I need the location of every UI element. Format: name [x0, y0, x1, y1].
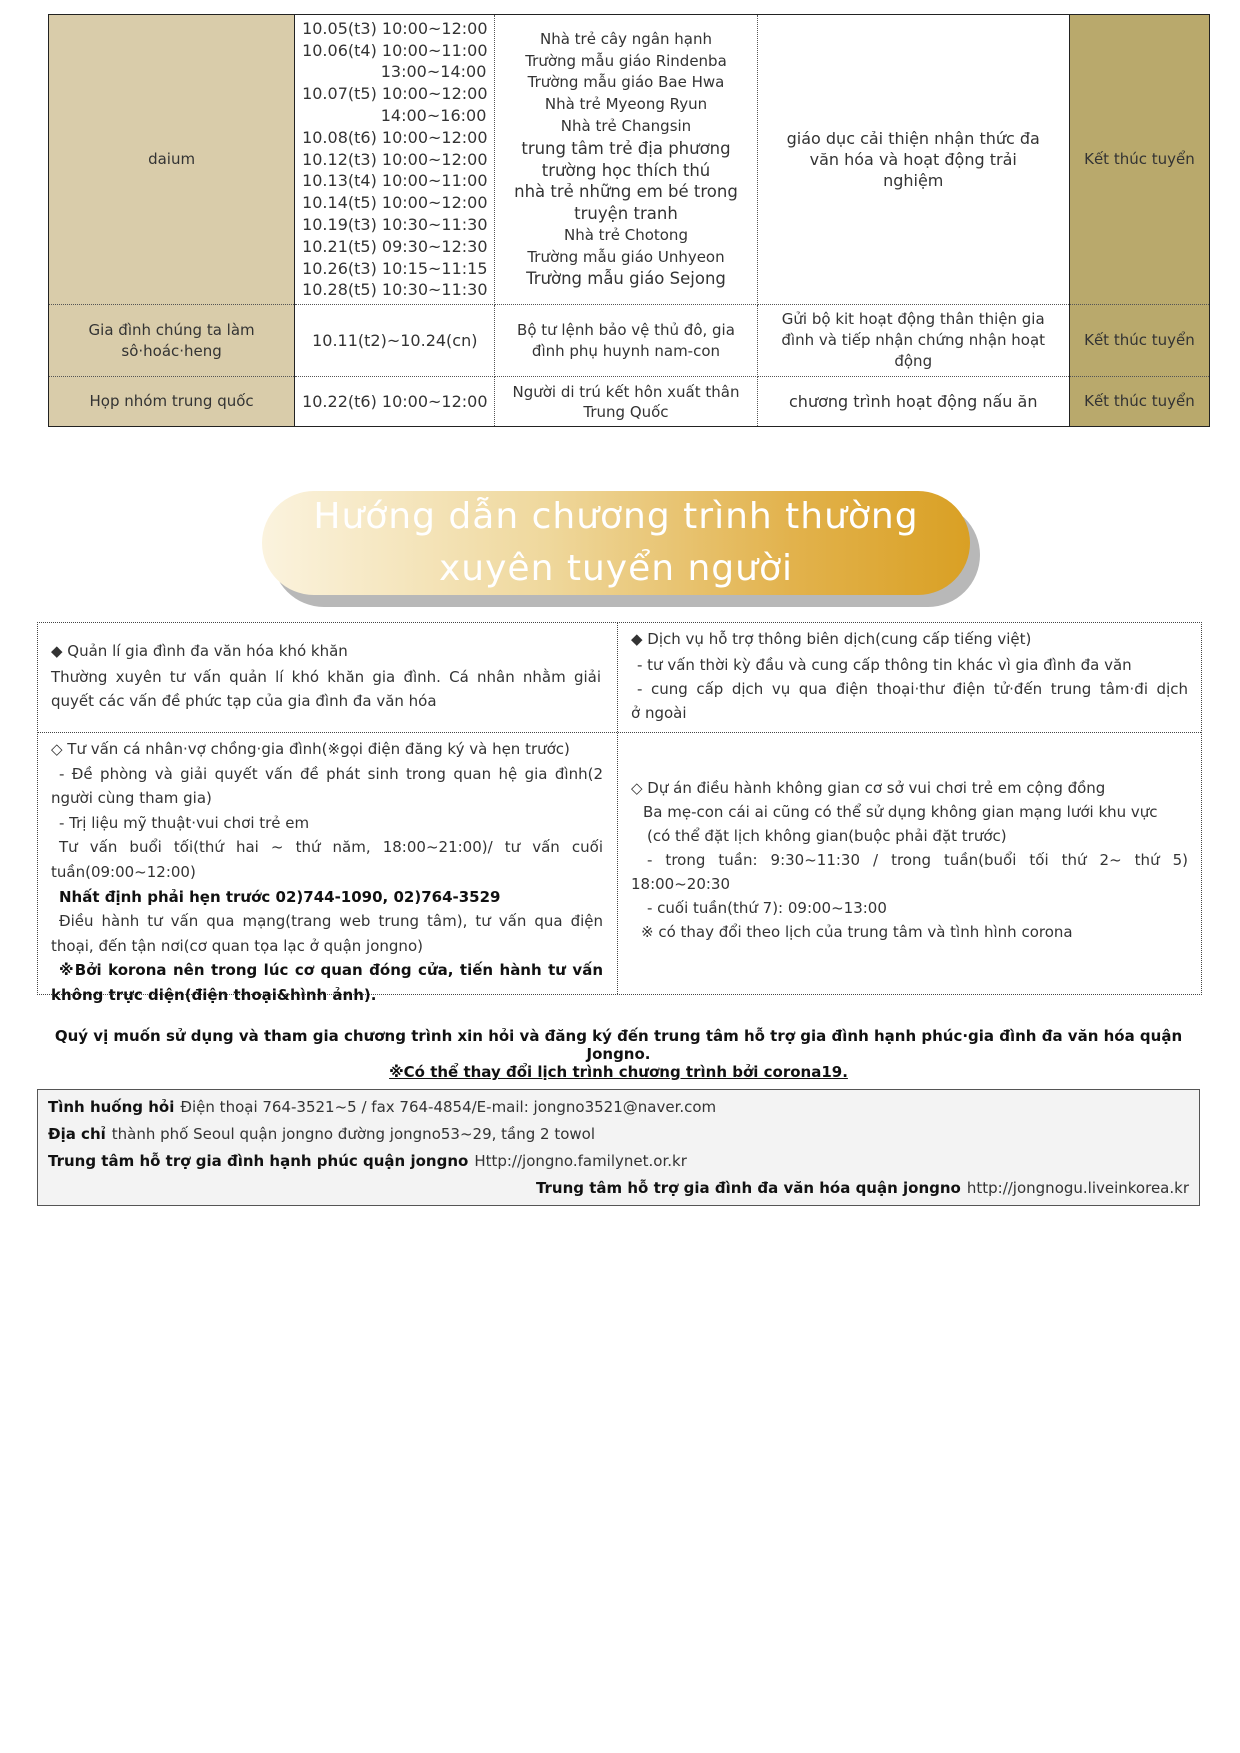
target-line: Nhà trẻ Myeong Ryun: [544, 95, 708, 114]
contact-inquiry: [48, 1094, 1189, 1121]
banner-title-line1: Hướng dẫn chương trình thường: [313, 496, 919, 537]
date-line: 10.14(t5) 10:00~12:00: [302, 193, 488, 213]
target-line: trường học thích thú: [541, 160, 711, 180]
date-line: 13:00~14:00: [380, 62, 487, 82]
status-badge: Kết thúc tuyển: [1069, 15, 1209, 305]
target-line: Trường mẫu giáo Bae Hwa: [527, 73, 725, 92]
program-dates: [295, 15, 495, 305]
contact-label: Địa chỉ: [48, 1125, 106, 1143]
banner-pill: [262, 491, 970, 595]
info-line: người cùng tham gia): [51, 789, 212, 808]
date-line: 10.21(t5) 09:30~12:30: [302, 236, 488, 256]
date-line: 10.28(t5) 10:30~11:30: [302, 280, 488, 300]
appointment-phone: Nhất định phải hẹn trước 02)744-1090, 02)764-3529: [59, 887, 501, 906]
info-line: - Đề phòng và giải quyết vấn đề phát sinh trong quan hệ gia đình(2: [59, 764, 603, 783]
contact-label: Trung tâm hỗ trợ gia đình đa văn hóa quận jongno: [535, 1179, 961, 1197]
program-date: 10.22(t6) 10:00~12:00: [295, 377, 495, 427]
target-line: Nhà trẻ Changsin: [560, 116, 692, 135]
contact-link[interactable]: Http://jongno.familynet.or.kr: [474, 1152, 687, 1170]
notice-line: Quý vị muốn sử dụng và tham gia chương trình xin hỏi và đăng ký đến trung tâm hỗ trợ gia đình hạnh phúc·gia đình đa văn hóa quận Jongno.: [54, 1027, 1183, 1063]
target-line: Trường mẫu giáo Sejong: [526, 269, 726, 289]
corona-note: ※Bởi korona nên trong lúc cơ quan đóng cửa, tiến hành tư vấn: [59, 961, 603, 980]
section-banner: [262, 491, 970, 597]
grid-divider-horizontal: [38, 732, 1201, 733]
contact-value: thành phố Seoul quận jongno đường jongno53~29, tầng 2 towol: [111, 1125, 595, 1143]
table-row: [49, 305, 1210, 377]
info-box-interpretation: [631, 627, 1188, 725]
date-line: 10.13(t4) 10:00~11:00: [302, 171, 488, 191]
info-line: - tư vấn thời kỳ đầu và cung cấp thông tin khác vì gia đình đa văn: [637, 656, 1132, 674]
date-line: 10.26(t3) 10:15~11:15: [302, 258, 488, 278]
program-name: daium: [49, 15, 295, 305]
info-box-family-management: [51, 639, 601, 713]
registration-notice: [37, 1027, 1200, 1081]
program-target: Người di trú kết hôn xuất thân Trung Quốc: [495, 377, 757, 427]
target-line: Nhà trẻ cây ngân hạnh: [539, 29, 712, 48]
info-line: quyết các vấn đề phức tạp của gia đình đa văn hóa: [51, 692, 437, 710]
status-badge: Kết thúc tuyển: [1069, 305, 1209, 377]
target-line: truyện tranh: [574, 204, 678, 224]
program-targets: [495, 15, 757, 305]
program-info-grid: [37, 622, 1202, 1004]
contact-label: Tình huống hỏi: [48, 1098, 175, 1116]
info-title: ◆ Quản lí gia đình đa văn hóa khó khăn: [51, 642, 348, 660]
target-line: Trường mẫu giáo Unhyeon: [527, 247, 725, 266]
date-line: 10.08(t6) 10:00~12:00: [302, 127, 488, 147]
info-line: - cuối tuần(thứ 7): 09:00~13:00: [647, 899, 887, 917]
program-content: Gửi bộ kit hoạt động thân thiện gia đình và tiếp nhận chứng nhận hoạt động: [757, 305, 1069, 377]
contact-label: Trung tâm hỗ trợ gia đình hạnh phúc quận jongno: [48, 1152, 469, 1170]
info-title: ◇ Tư vấn cá nhân·vợ chồng·gia đình(※gọi điện đăng ký và hẹn trước): [51, 740, 570, 758]
contact-center-happy-family: [48, 1148, 1189, 1175]
target-line: trung tâm trẻ địa phương: [521, 138, 731, 158]
date-line: 10.12(t3) 10:00~12:00: [302, 149, 488, 169]
program-name: Gia đình chúng ta làm sô·hoác·heng: [49, 305, 295, 377]
banner-title-line2: xuyên tuyển người: [439, 548, 793, 589]
table-row: [49, 15, 1210, 305]
info-line: - trong tuần: 9:30~11:30 / trong tuần(buổi tối thứ 2~ thứ 5): [647, 851, 1188, 869]
info-line: - cung cấp dịch vụ qua điện thoại·thư điện tử·đến trung tâm·đi dịch: [637, 680, 1188, 698]
info-line: ở ngoài: [631, 704, 687, 722]
info-line: thoại, đến tận nơi(cơ quan tọa lạc ở quận jongno): [51, 936, 423, 955]
contact-center-multicultural: [48, 1175, 1189, 1202]
target-line: Nhà trẻ Chotong: [563, 225, 688, 244]
table-row: [49, 377, 1210, 427]
contact-box: [37, 1089, 1200, 1206]
contact-address: [48, 1121, 1189, 1148]
contact-value: Điện thoại 764-3521~5 / fax 764-4854/E-mail: jongno3521@naver.com: [180, 1098, 717, 1116]
date-line: 10.19(t3) 10:30~11:30: [302, 214, 488, 234]
program-name: Họp nhóm trung quốc: [49, 377, 295, 427]
info-title: ◇ Dự án điều hành không gian cơ sở vui chơi trẻ em cộng đồng: [631, 779, 1106, 797]
info-title: ◆ Dịch vụ hỗ trợ thông biên dịch(cung cấp tiếng việt): [631, 630, 1032, 648]
program-schedule-table: [48, 14, 1210, 427]
info-line: Tư vấn buổi tối(thứ hai ~ thứ năm, 18:00~21:00)/ tư vấn cuối: [59, 838, 603, 857]
info-box-play-space: [631, 776, 1188, 944]
grid-divider-vertical: [617, 623, 618, 994]
date-line: 10.05(t3) 10:00~12:00: [302, 18, 488, 38]
date-line: 10.06(t4) 10:00~11:00: [302, 40, 488, 60]
corona-note: không trực diện(điện thoại&hình ảnh).: [51, 985, 377, 1004]
info-line: Điều hành tư vấn qua mạng(trang web trung tâm), tư vấn qua điện: [59, 912, 603, 931]
program-content: giáo dục cải thiện nhận thức đa văn hóa và hoạt động trải nghiệm: [757, 15, 1069, 305]
info-line: tuần(09:00~12:00): [51, 862, 196, 881]
program-content: chương trình hoạt động nấu ăn: [757, 377, 1069, 427]
info-line: (có thể đặt lịch không gian(buộc phải đặt trước): [647, 827, 1007, 845]
info-line: Ba mẹ-con cái ai cũng có thể sử dụng không gian mạng lưới khu vực: [643, 803, 1158, 821]
info-line: - Trị liệu mỹ thuật·vui chơi trẻ em: [59, 813, 310, 832]
program-target: Bộ tư lệnh bảo vệ thủ đô, gia đình phụ huynh nam-con: [495, 305, 757, 377]
info-line: ※ có thay đổi theo lịch của trung tâm và tình hình corona: [641, 923, 1073, 941]
notice-corona-line: ※Có thể thay đổi lịch trình chương trình bởi corona19.: [389, 1063, 848, 1081]
info-box-counseling: [51, 737, 603, 1008]
info-line: 18:00~20:30: [631, 875, 731, 893]
program-date: 10.11(t2)~10.24(cn): [295, 305, 495, 377]
target-line: nhà trẻ những em bé trong: [514, 182, 738, 202]
target-line: Trường mẫu giáo Rindenba: [525, 51, 727, 70]
info-line: Thường xuyên tư vấn quản lí khó khăn gia đình. Cá nhân nhằm giải: [51, 668, 601, 686]
contact-link[interactable]: http://jongnogu.liveinkorea.kr: [966, 1179, 1189, 1197]
date-line: 14:00~16:00: [380, 106, 487, 125]
status-badge: Kết thúc tuyển: [1069, 377, 1209, 427]
date-line: 10.07(t5) 10:00~12:00: [302, 84, 488, 104]
